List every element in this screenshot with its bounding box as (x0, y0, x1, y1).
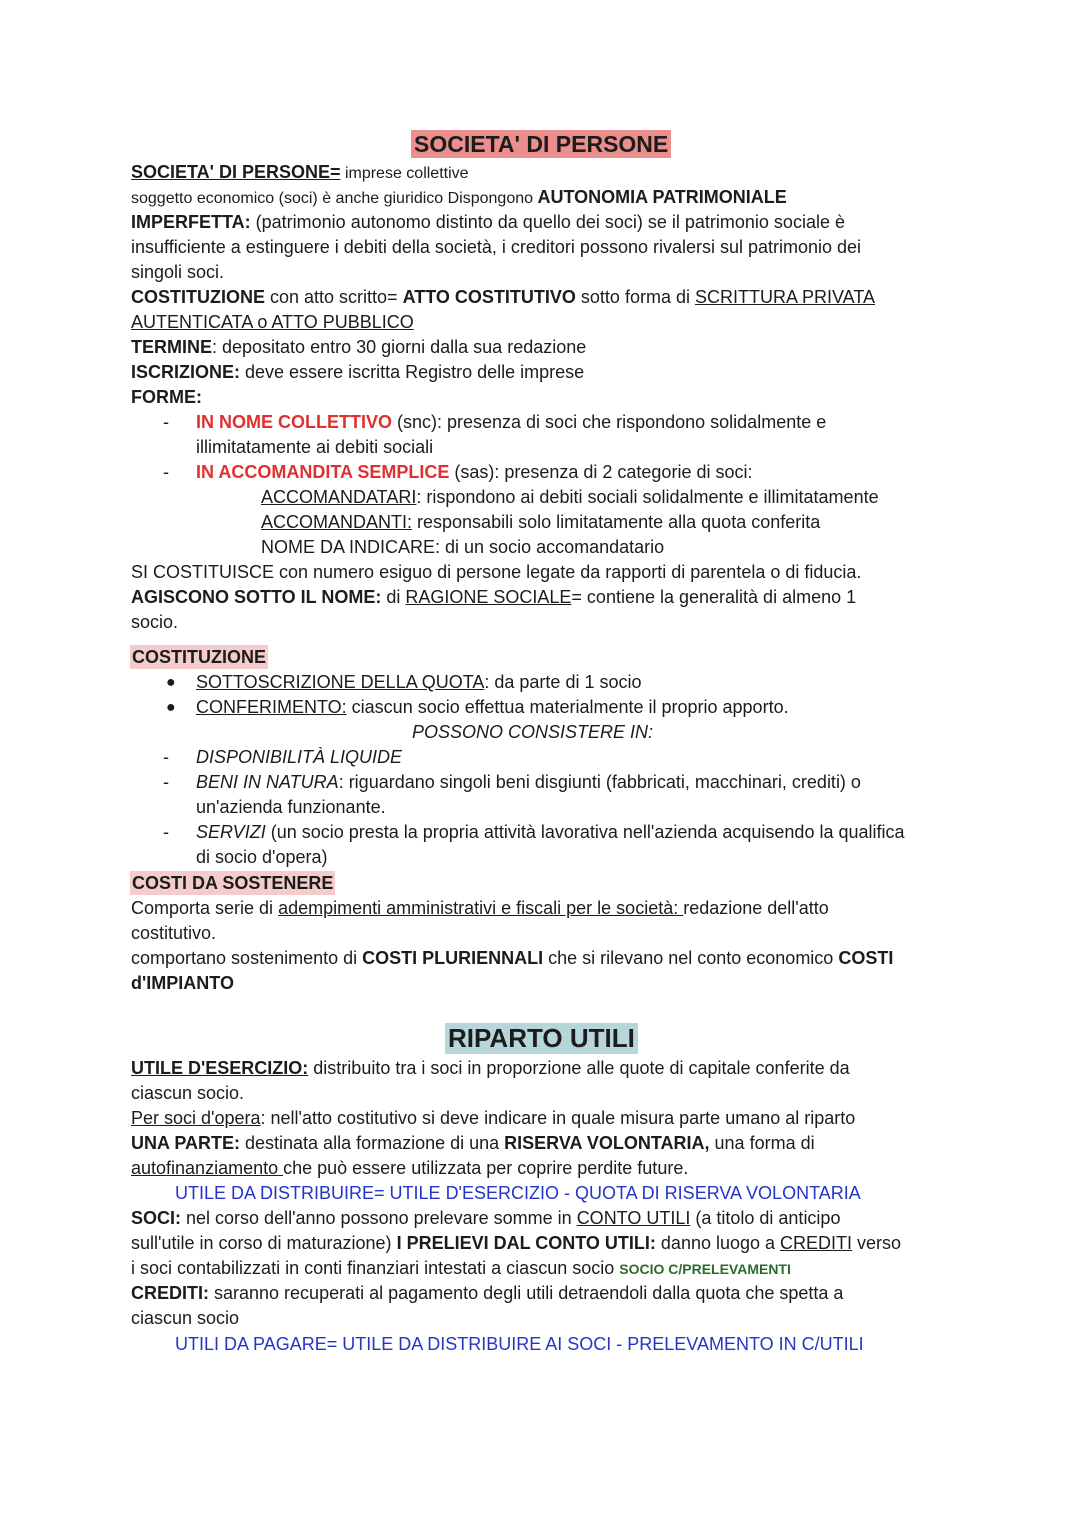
text-line: TERMINE: depositato entro 30 giorni dalla sua redazione (131, 337, 587, 357)
list-dash: - (163, 822, 169, 842)
servizi: SERVIZI (un socio presta la propria attività lavorativa nell'azienda acquisendo la qualifica (196, 822, 905, 842)
bullet-conferimento: CONFERIMENTO: ciascun socio effettua materialmente il proprio apporto. (196, 697, 789, 717)
definition-line: SOCIETA' DI PERSONE= imprese collettive (131, 162, 469, 182)
text-line: UNA PARTE: destinata alla formazione di una RISERVA VOLONTARIA, una forma di (131, 1133, 815, 1153)
text-line: di socio d'opera) (196, 847, 328, 867)
text-line: Comporta serie di adempimenti amministrativi e fiscali per le società: redazione dell'atto (131, 898, 829, 918)
text-line: COSTITUZIONE con atto scritto= ATTO COSTITUTIVO sotto forma di SCRITTURA PRIVATA (131, 287, 876, 307)
text-line: sull'utile in corso di maturazione) I PRELIEVI DAL CONTO UTILI: danno luogo a CREDITI verso (131, 1233, 902, 1253)
text-line: SOCI: nel corso dell'anno possono prelevare somme in CONTO UTILI (a titolo di anticipo (131, 1208, 841, 1228)
formula-utile-da-distribuire: UTILE DA DISTRIBUIRE= UTILE D'ESERCIZIO - QUOTA DI RISERVA VOLONTARIA (175, 1183, 861, 1203)
list-dash: - (163, 772, 169, 792)
section-title-societa-di-persone: SOCIETA' DI PERSONE (411, 130, 671, 158)
section-title-riparto-utili: RIPARTO UTILI (445, 1023, 638, 1054)
heading-costi-da-sostenere: COSTI DA SOSTENERE (132, 873, 334, 893)
text-line: insufficiente a estinguere i debiti della società, i creditori possono rivalersi sul patrimonio dei (131, 237, 862, 257)
text-line: autofinanziamento che può essere utilizzata per coprire perdite future. (131, 1158, 689, 1178)
text-line: CREDITI: saranno recuperati al pagamento degli utili detraendoli dalla quota che spetta a (131, 1283, 844, 1303)
accomandanti-line: ACCOMANDANTI: responsabili solo limitatamente alla quota conferita (261, 512, 821, 532)
heading-costituzione: COSTITUZIONE (132, 647, 266, 667)
text-line: i soci contabilizzati in conti finanziari intestati a ciascun socio SOCIO C/PRELEVAMENTI (131, 1258, 791, 1278)
text-line: singoli soci. (131, 262, 225, 282)
text-line: Per soci d'opera: nell'atto costitutivo si deve indicare in quale misura parte umano al riparto (131, 1108, 856, 1128)
text-line: IMPERFETTA: (patrimonio autonomo distinto da quello dei soci) se il patrimonio sociale è (131, 212, 845, 232)
text-line: ciascun socio. (131, 1083, 245, 1103)
text-line: comportano sostenimento di COSTI PLURIENNALI che si rilevano nel conto economico COSTI (131, 948, 894, 968)
list-dash: - (163, 412, 169, 432)
text-line: SI COSTITUISCE con numero esiguo di persone legate da rapporti di parentela o di fiducia. (131, 562, 862, 582)
nome-line: NOME DA INDICARE: di un socio accomandatario (261, 537, 665, 557)
text-line: ciascun socio (131, 1308, 240, 1328)
bullet: ● (166, 674, 176, 691)
formula-utili-da-pagare: UTILI DA PAGARE= UTILE DA DISTRIBUIRE AI SOCI - PRELEVAMENTO IN C/UTILI (175, 1334, 864, 1354)
forme-label: FORME: (131, 387, 202, 407)
disponibilita-liquide: DISPONIBILITÀ LIQUIDE (196, 747, 403, 767)
text-line: UTILE D'ESERCIZIO: distribuito tra i soci in proporzione alle quote di capitale conferite da (131, 1058, 850, 1078)
text-line: illimitatamente ai debiti sociali (196, 437, 434, 457)
text-line: costitutivo. (131, 923, 217, 943)
text-line: AGISCONO SOTTO IL NOME: di RAGIONE SOCIALE= contiene la generalità di almeno 1 (131, 587, 857, 607)
text-line: AUTENTICATA o ATTO PUBBLICO (131, 312, 414, 332)
bullet: ● (166, 699, 176, 716)
possono-label: POSSONO CONSISTERE IN: (412, 722, 654, 742)
text-line: socio. (131, 612, 179, 632)
text-line: d'IMPIANTO (131, 973, 234, 993)
list-dash: - (163, 462, 169, 482)
forma-sas: IN ACCOMANDITA SEMPLICE (sas): presenza di 2 categorie di soci: (196, 462, 753, 482)
beni-in-natura: BENI IN NATURA: riguardano singoli beni disgiunti (fabbricati, macchinari, crediti) o (196, 772, 861, 792)
forma-snc: IN NOME COLLETTIVO (snc): presenza di soci che rispondono solidalmente e (196, 412, 827, 432)
list-dash: - (163, 747, 169, 767)
bullet-sottoscrizione: SOTTOSCRIZIONE DELLA QUOTA: da parte di 1 socio (196, 672, 642, 692)
text-line: soggetto economico (soci) è anche giuridico Dispongono AUTONOMIA PATRIMONIALE (131, 187, 787, 207)
text-line: ISCRIZIONE: deve essere iscritta Registro delle imprese (131, 362, 585, 382)
accomandatari-line: ACCOMANDATARI: rispondono ai debiti sociali solidalmente e illimitatamente (261, 487, 879, 507)
text-line: un'azienda funzionante. (196, 797, 386, 817)
